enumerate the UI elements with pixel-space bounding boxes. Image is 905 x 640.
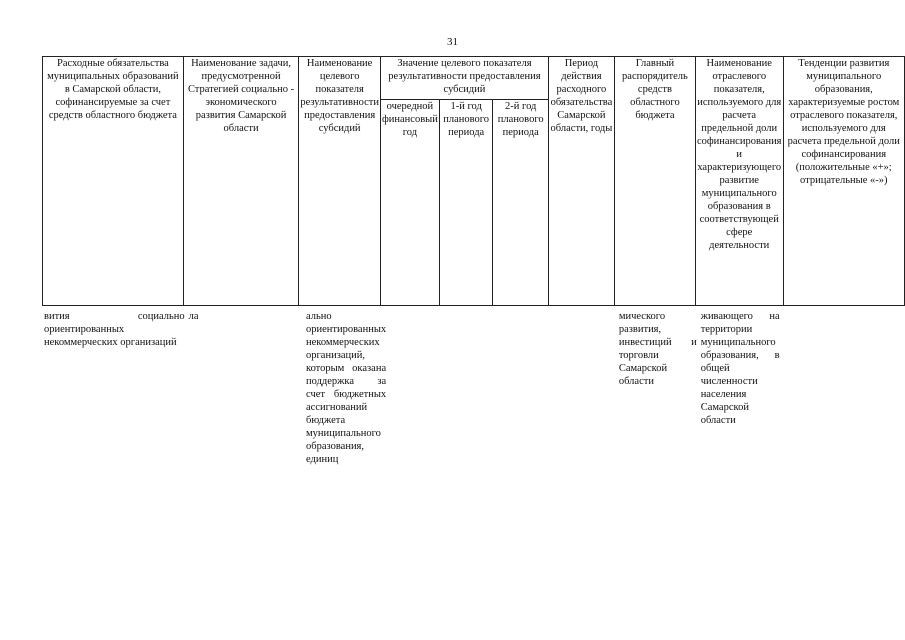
header-expense-obligations: Расходные обязательства муниципальных образований в Самарской области, софинансируемые за счет средств областного бюджета	[43, 57, 184, 306]
cell-obligation-period	[551, 310, 617, 640]
header-obligation-period: Период действия расходного обязательства Самарской области, годы	[548, 57, 614, 306]
header-strategy-task: Наименование задачи, предусмотренной Стратегией социально - экономического развития Самарской области	[183, 57, 299, 306]
header-current-year: очередной финансовый год	[380, 100, 439, 306]
header-indicator-value-group: Значение целевого показателя результативности предоставления субсидий	[380, 57, 548, 100]
table-header	[42, 56, 905, 306]
cell-current-year	[388, 310, 442, 640]
cell-plan-year-1	[442, 310, 496, 640]
header-development-trends: Тенденции развития муниципального образования, характеризуемые ростом отраслевого показателя, используемого для расчета предельной доли софинансирования (положительные «+»; отрицательные «-»)	[783, 57, 904, 306]
page-number: 31	[447, 36, 458, 48]
cell-sector-indicator: живающего на территории муниципального образования, в общей численности населения Самарской области	[700, 311, 780, 426]
cell-indicator-name: ально ориентированных некоммерческих организаций, которым оказана поддержка за счет бюджетных ассигнований бюджета муниципального образования, единиц	[306, 311, 387, 465]
cell-plan-year-2	[496, 310, 552, 640]
cell-chief-administrator: мического развития, инвестиций и торговли Самарской области	[618, 311, 697, 387]
cell-expense-obligation: вития социально ориентированных некоммерческих организаций	[44, 311, 185, 348]
header-plan-year-2: 2-й год планового периода	[493, 100, 549, 306]
header-chief-administrator: Главный распорядитель средств областного бюджета	[614, 57, 695, 306]
cell-development-trends	[782, 310, 905, 640]
header-indicator-name: Наименование целевого показателя результативности предоставления субсидий	[299, 57, 381, 306]
cell-strategy-task: ла	[188, 311, 199, 322]
header-sector-indicator: Наименование отраслевого показателя, используемого для расчета предельной доли софинансирования и характеризующего развитие муниципального образования в соответствующей сфере деятельности	[695, 57, 783, 306]
table-continuation-row	[42, 310, 905, 640]
header-plan-year-1: 1-й год планового периода	[439, 100, 493, 306]
